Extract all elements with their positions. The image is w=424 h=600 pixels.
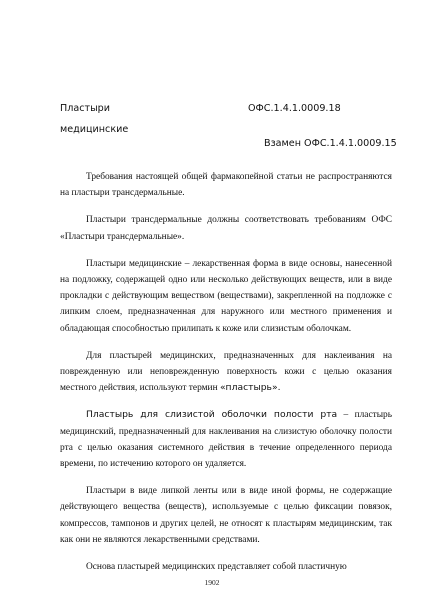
- paragraph-1: Требования настоящей общей фармакопейной статьи не распространяются на пластыри трансдермальные.: [60, 172, 392, 199]
- paragraph-4: [60, 348, 392, 397]
- page-number: 1902: [204, 578, 220, 587]
- replaces-note: Взамен ОФС.1.4.1.0009.15: [264, 138, 397, 149]
- term-oral-patch: Пластырь для слизистой оболочки полости рта: [86, 409, 338, 421]
- title-line-2: медицинские: [60, 124, 129, 135]
- monograph-title: [60, 98, 128, 140]
- term-plastyr: «пластырь».: [219, 382, 281, 394]
- paragraph-4-text: Для пластырей медицинских, предназначенных для наклеивания на поврежденную или неповрежденную поверхность кожи с целью оказания местного действия, используют термин: [60, 350, 392, 394]
- title-line-1: Пластыри: [60, 103, 110, 114]
- monograph-code: ОФС.1.4.1.0009.18: [248, 103, 341, 114]
- document-body: [60, 169, 392, 586]
- paragraph-2: Пластыри трансдермальные должны соответствовать требованиям ОФС «Пластыри трансдермальные».: [60, 215, 392, 242]
- paragraph-6: Пластыри в виде липкой ленты или в виде иной формы, не содержащие действующего вещества (веществ), используемые с целью фиксации повязок, компрессов, тампонов и других целей, не относят к пластырям медицинским, так как они не являются лекарственными средствами.: [60, 486, 392, 545]
- paragraph-5: [60, 407, 392, 472]
- paragraph-7: Основа пластырей медицинских представляет собой пластичную: [86, 562, 347, 573]
- paragraph-5-text: – пластырь медицинский, предназначенный для наклеивания на слизистую оболочку полости рта с целью оказания системного действия в течение определенного периода времени, по истечению которого он удаляется.: [60, 410, 392, 470]
- paragraph-3: Пластыри медицинские – лекарственная форма в виде основы, нанесенной на подложку, содержащей одно или несколько действующих веществ, или в виде прокладки с действующим веществом (веществами), закрепленной на подложке с липким слоем, предназначенная для наружного или местного применения и обладающая способностью прилипать к коже или слизистым оболочкам.: [60, 258, 392, 334]
